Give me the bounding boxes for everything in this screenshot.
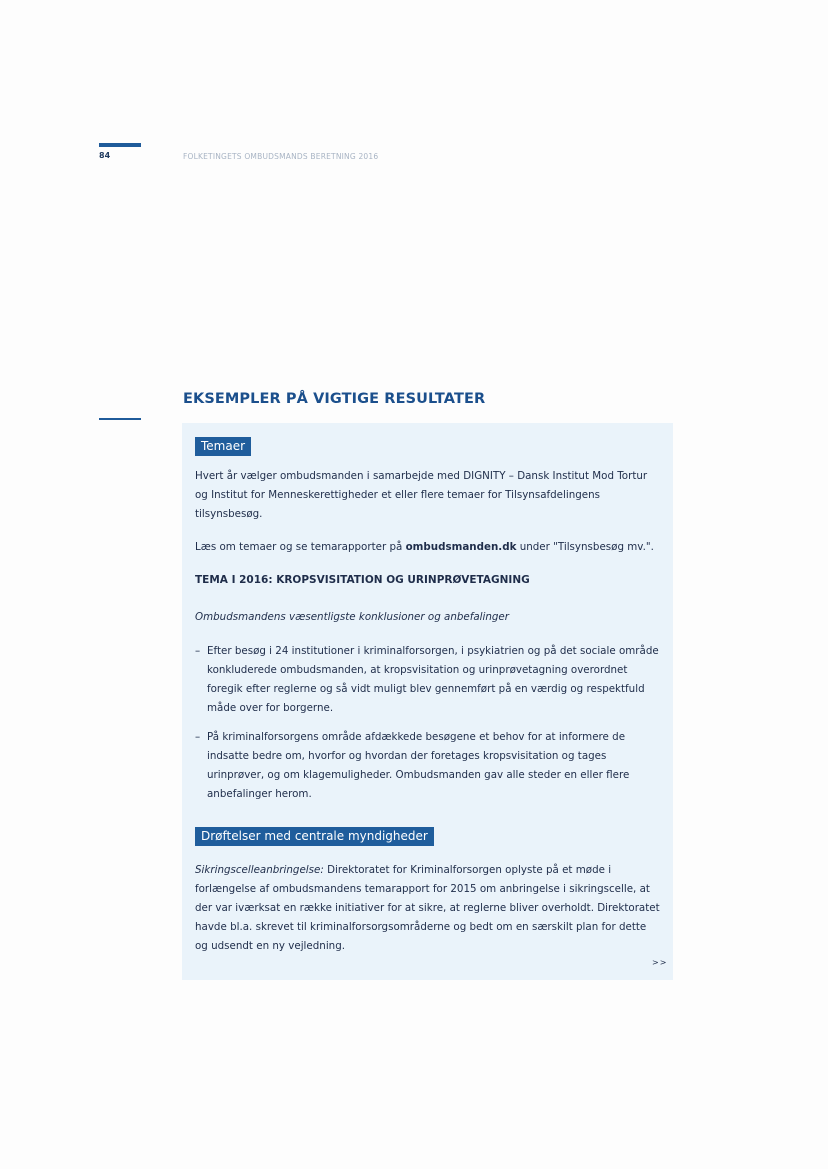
read-suffix: under "Tilsynsbesøg mv.". [516, 541, 654, 553]
droeftelser-text: Direktoratet for Kriminalforsorgen oplyste på et møde i forlængelse af ombudsmandens temarapport for 2015 om anbringelse i sikringscelle, at der var iværksat en række initiativer for at sikre, at reglerne bliver overholdt. Direktoratet havde bl.a. skrevet til kriminalforsorgsområderne og bedt om en særskilt plan for dette og udsendt en ny vejledning. [195, 864, 660, 952]
read-prefix: Læs om temaer og se temarapporter på [195, 541, 406, 553]
top-accent-rule [99, 143, 141, 147]
droeftelser-body [195, 861, 661, 956]
page-number: 84 [99, 151, 111, 160]
droeftelser-label: Drøftelser med centrale myndigheder [195, 827, 434, 846]
theme-subheading: Ombudsmandens væsentligste konklusioner og anbefalinger [195, 611, 510, 623]
ombudsmanden-link[interactable]: ombudsmanden.dk [405, 541, 517, 553]
temaer-label: Temaer [195, 437, 251, 456]
list-item-text: På kriminalforsorgens område afdækkede besøgene et behov for at informere de indsatte bedre om, hvorfor og hvordan der foretages kropsvisitation og tages urinprøver, og om klagemuligheder. Ombudsmanden gav alle steder en eller flere anbefalinger herom. [207, 731, 630, 800]
list-item-text: Efter besøg i 24 institutioner i kriminalforsorgen, i psykiatrien og på det sociale område konkluderede ombudsmanden, at kropsvisitation og urinprøvetagning overordnet foregik efter reglerne og så vidt muligt blev gennemført på en værdig og respektfuld måde over for borgerne. [207, 645, 659, 714]
theme-heading: TEMA I 2016: KROPSVISITATION OG URINPRØVETAGNING [195, 574, 530, 586]
bullet-dash: – [195, 645, 201, 657]
temaer-read-more [195, 538, 661, 557]
list-item [195, 728, 661, 804]
bullet-dash: – [195, 731, 201, 743]
droeftelser-lead: Sikringscelleanbringelse: [195, 864, 324, 876]
section-title: EKSEMPLER PÅ VIGTIGE RESULTATER [183, 391, 486, 407]
continue-marker: >> [652, 958, 668, 967]
section-accent-rule [99, 418, 141, 420]
list-item [195, 642, 661, 718]
running-title: FOLKETINGETS OMBUDSMANDS BERETNING 2016 [183, 152, 379, 161]
temaer-intro: Hvert år vælger ombudsmanden i samarbejde med DIGNITY – Dansk Institut Mod Tortur og Institut for Menneskerettigheder et eller flere temaer for Tilsynsafdelingens tilsynsbesøg. [195, 470, 648, 520]
